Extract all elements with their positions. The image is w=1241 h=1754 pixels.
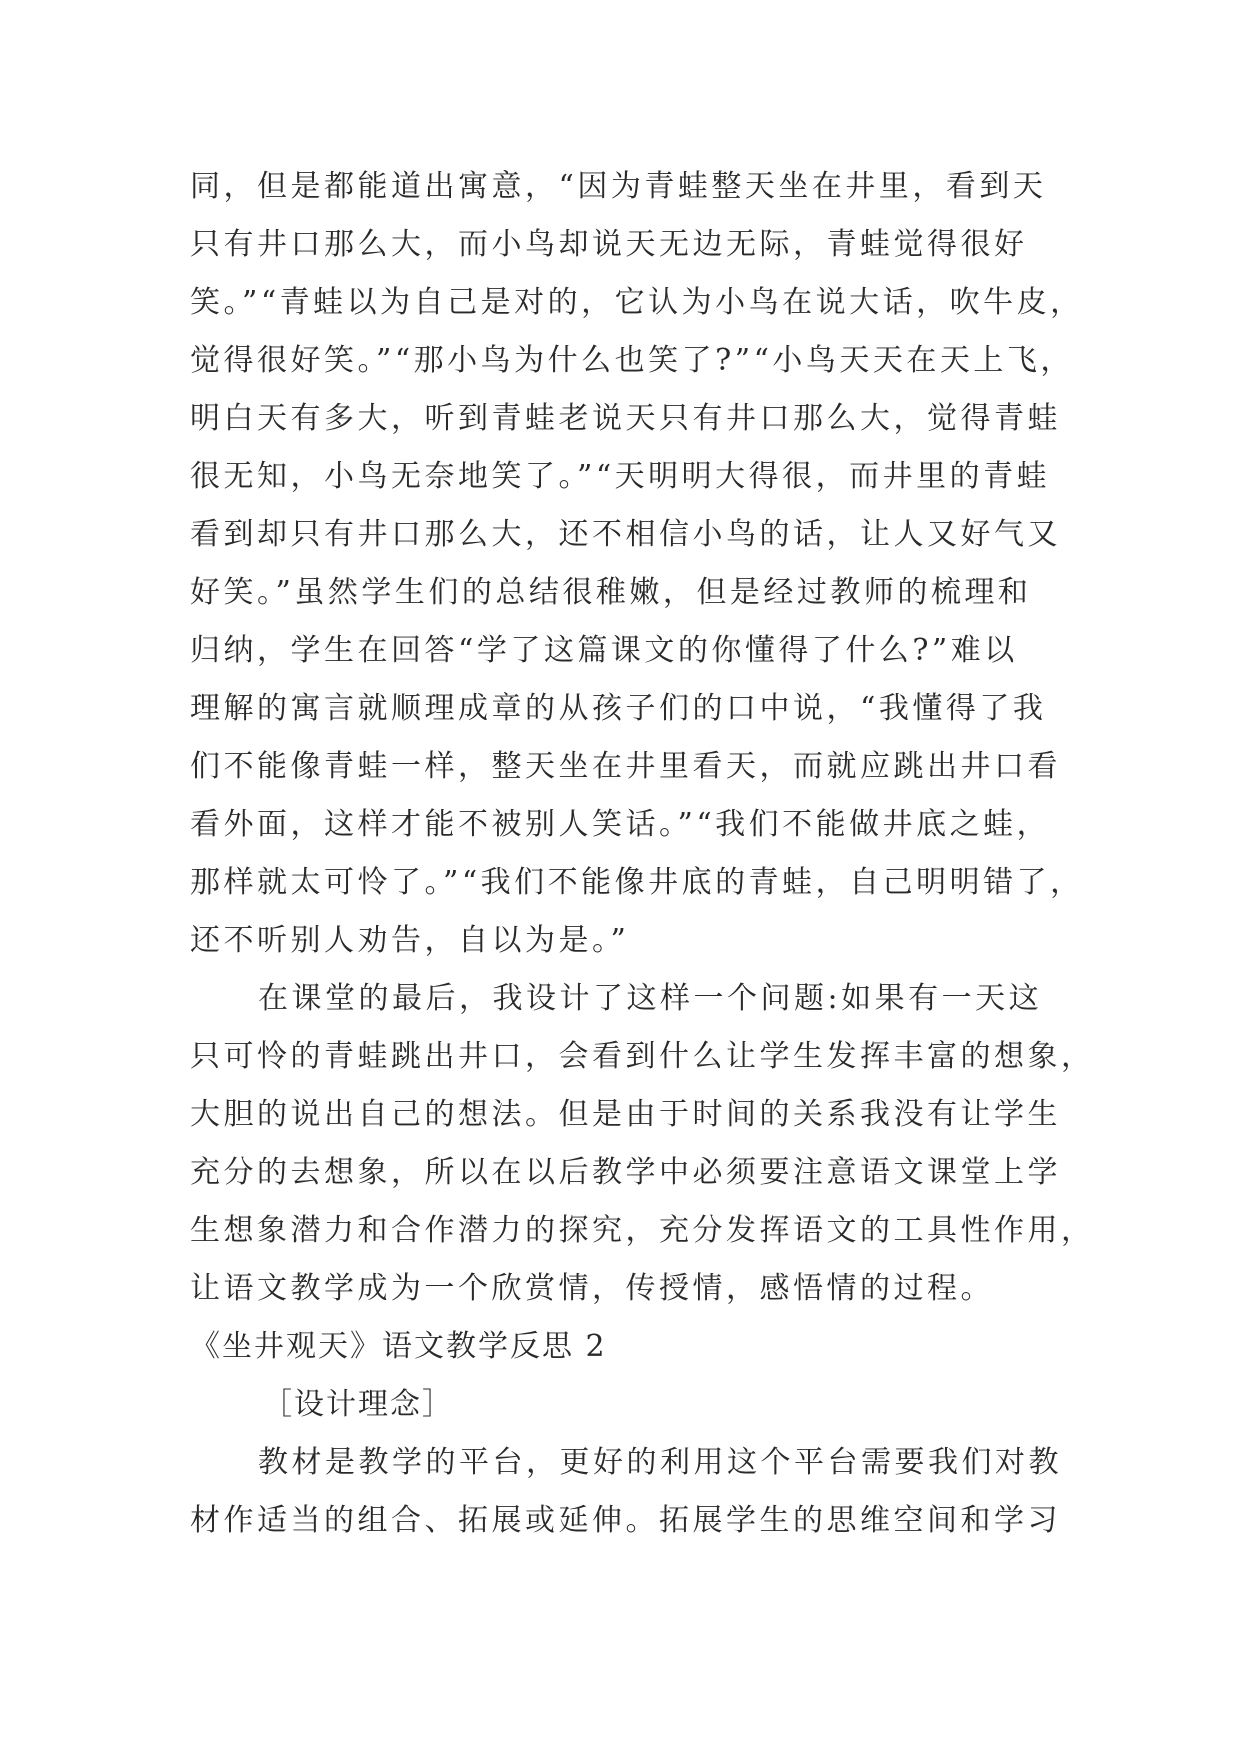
text-line: 看外面，这样才能不被别人笑话。”“我们不能做井底之蛙，: [190, 807, 1051, 842]
text-line: 们不能像青蛙一样，整天坐在井里看天，而就应跳出井口看: [190, 749, 1061, 784]
section-title: 《坐井观天》语文教学反思 2: [190, 1329, 607, 1364]
text-line: 让语文教学成为一个欣赏情，传授情，感悟情的过程。: [190, 1271, 994, 1306]
text-line: 只可怜的青蛙跳出井口，会看到什么让学生发挥丰富的想象，: [190, 1039, 1095, 1074]
paragraph-start-line: 在课堂的最后，我设计了这样一个问题:如果有一天这: [258, 981, 1043, 1016]
text-line: 觉得很好笑。”“那小鸟为什么也笑了?”“小鸟天天在天上飞，: [190, 343, 1074, 378]
text-line: 明白天有多大，听到青蛙老说天只有井口那么大，觉得青蛙: [190, 401, 1061, 436]
text-line: 好笑。”虽然学生们的总结很稚嫩，但是经过教师的梳理和: [190, 575, 1032, 610]
text-line: 很无知，小鸟无奈地笑了。”“天明明大得很，而井里的青蛙: [190, 459, 1051, 494]
text-line: 材作适当的组合、拓展或延伸。拓展学生的思维空间和学习: [190, 1503, 1061, 1538]
text-line: 归纳，学生在回答“学了这篇课文的你懂得了什么?”难以: [190, 633, 1018, 668]
text-line: 理解的寓言就顺理成章的从孩子们的口中说，“我懂得了我: [190, 691, 1047, 726]
text-line: 只有井口那么大，而小鸟却说天无边无际，青蛙觉得很好: [190, 227, 1028, 262]
text-line: 大胆的说出自己的想法。但是由于时间的关系我没有让学生: [190, 1097, 1061, 1132]
text-line: 生想象潜力和合作潜力的探究，充分发挥语文的工具性作用，: [190, 1213, 1095, 1248]
paragraph-start-line: 教材是教学的平台，更好的利用这个平台需要我们对教: [258, 1445, 1062, 1480]
text-line: 笑。”“青蛙以为自己是对的，它认为小鸟在说大话，吹牛皮，: [190, 285, 1084, 320]
design-concept-heading: ［设计理念］: [262, 1387, 454, 1422]
text-line: 充分的去想象，所以在以后教学中必须要注意语文课堂上学: [190, 1155, 1061, 1190]
text-line: 看到却只有井口那么大，还不相信小鸟的话，让人又好气又: [190, 517, 1061, 552]
text-line: 还不听别人劝告，自以为是。”: [190, 923, 630, 958]
body-text: [190, 158, 1095, 1550]
text-line: 那样就太可怜了。”“我们不能像井底的青蛙，自己明明错了，: [190, 865, 1084, 900]
text-line: 同，但是都能道出寓意，“因为青蛙整天坐在井里，看到天: [190, 169, 1047, 204]
